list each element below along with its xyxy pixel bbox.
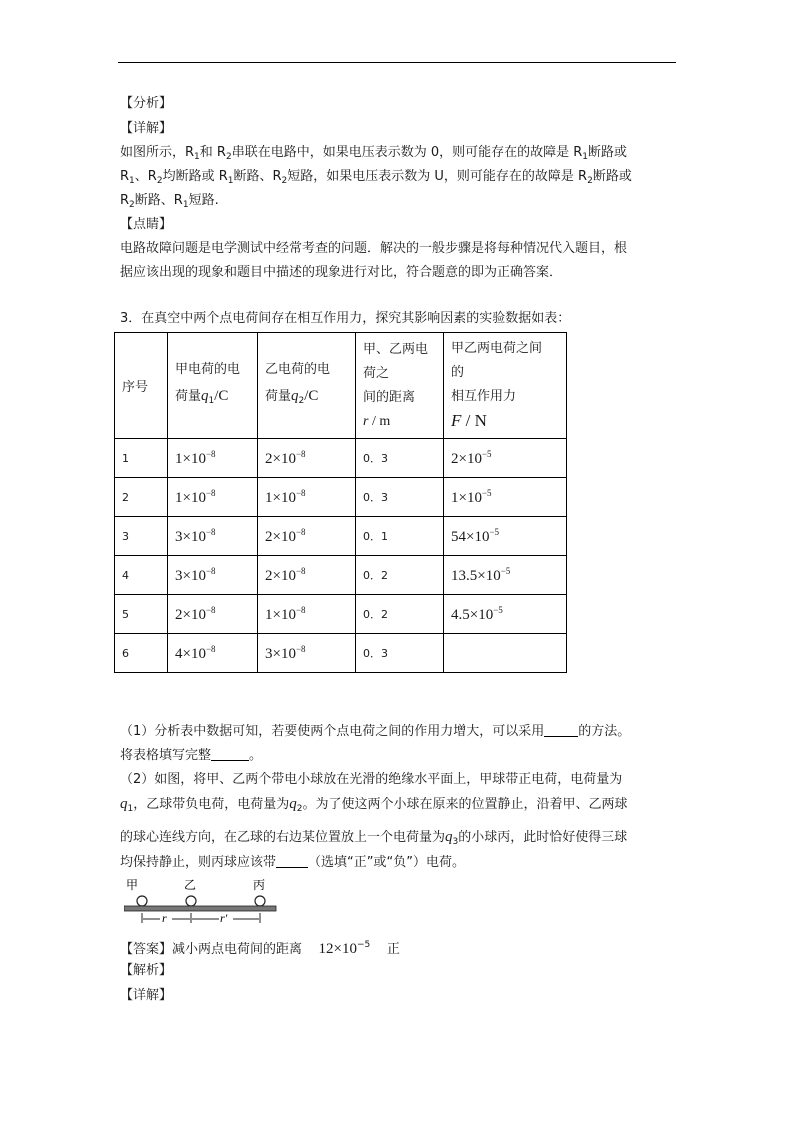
table-row xyxy=(115,634,567,673)
row-distance: 0．3 xyxy=(356,439,444,478)
sub-question-1: （1）分析表中数据可知，若要使两个点电荷之间的作用力增大，可以采用 的方法。 xyxy=(120,724,631,739)
ball-yi xyxy=(186,896,196,906)
label-jia: 甲 xyxy=(126,878,139,892)
row-index: 6 xyxy=(115,634,168,673)
row-index: 3 xyxy=(115,517,168,556)
header-q1: 甲电荷的电 荷量$q_1/C$ xyxy=(168,333,258,439)
row-distance: 0．3 xyxy=(356,634,444,673)
row-force: $1\times 10^{-5}$ xyxy=(444,478,567,517)
row-q1: $3\times 10^{-8}$ xyxy=(168,517,258,556)
row-q2: $2\times 10^{-8}$ xyxy=(258,517,356,556)
row-distance: 0．1 xyxy=(356,517,444,556)
header-q2: 乙电荷的电 荷量$q_2/C$ xyxy=(258,333,356,439)
row-q2: $2\times 10^{-8}$ xyxy=(258,439,356,478)
sub-question-2-line-2: $q_1$，乙球带负电荷，电荷量为$q_2$。为了使这两个小球在原来的位置静止，沿着甲、乙两球 xyxy=(120,796,628,814)
label-r: r xyxy=(162,911,167,925)
insulating-plane xyxy=(124,906,276,911)
row-force: $54\times 10^{-5}$ xyxy=(444,517,567,556)
answer-blank-2 xyxy=(211,747,249,761)
answer-line: 【答案】减小两点电荷间的距离 $12\times 10^{-5}$ 正 xyxy=(120,940,400,957)
table-row xyxy=(115,517,567,556)
row-q1: $4\times 10^{-8}$ xyxy=(168,634,258,673)
row-index: 1 xyxy=(115,439,168,478)
table-row xyxy=(115,478,567,517)
header-index: 序号 xyxy=(115,333,168,439)
sub-question-2-line-4: 均保持静止，则丙球应该带 （选填“正”或“负”）电荷。 xyxy=(120,855,465,870)
table-header-row xyxy=(115,333,567,439)
row-q1: $2\times 10^{-8}$ xyxy=(168,595,258,634)
comment-line-2: 据应该出现的现象和题目中描述的现象进行对比，符合题意的即为正确答案． xyxy=(120,265,563,280)
row-q2: $1\times 10^{-8}$ xyxy=(258,595,356,634)
row-index: 4 xyxy=(115,556,168,595)
label-r-prime: r′ xyxy=(220,911,228,925)
table-row xyxy=(115,595,567,634)
charged-balls-figure xyxy=(124,877,280,927)
row-force: $2\times 10^{-5}$ xyxy=(444,439,567,478)
table-row xyxy=(115,556,567,595)
analysis-heading: 【分析】 xyxy=(120,96,173,111)
analysis-heading-2: 【解析】 xyxy=(120,963,173,978)
row-force: $13.5\times 10^{-5}$ xyxy=(444,556,567,595)
sub-question-1b: 将表格填写完整 。 xyxy=(120,748,263,763)
sub-question-2-line-1: （2）如图，将甲、乙两个带电小球放在光滑的绝缘水平面上，甲球带正电荷，电荷量为 xyxy=(120,772,623,787)
answer-blank-3 xyxy=(276,854,308,868)
detail-line-1: 如图所示，$R_1$和 $R_2$串联在电路中，如果电压表示数为 0，则可能存在的故障是 $R_1$断路或 xyxy=(120,145,628,162)
row-force: $4.5\times 10^{-5}$ xyxy=(444,595,567,634)
row-distance: 0．2 xyxy=(356,556,444,595)
row-q2: $1\times 10^{-8}$ xyxy=(258,478,356,517)
detail-heading: 【详解】 xyxy=(120,121,173,136)
ball-bing xyxy=(255,896,265,906)
detail-line-2: $R_1$、$R_2$均断路或 $R_1$断路、$R_2$短路，如果电压表示数为 U，则可能存在的故障是 $R_2$断路或 xyxy=(120,169,632,186)
table-row xyxy=(115,439,567,478)
row-distance: 0．2 xyxy=(356,595,444,634)
header-distance: 甲、乙两电 荷之 间的距离 r / m xyxy=(356,333,444,439)
sub-question-2-line-3: 的球心连线方向，在乙球的右边某位置放上一个电荷量为$q_3$的小球丙，此时恰好使得三球 xyxy=(120,829,628,847)
comment-line-1: 电路故障问题是电学测试中经常考查的问题．解决的一般步骤是将每种情况代入题目，根 xyxy=(120,241,628,256)
row-q2: $2\times 10^{-8}$ xyxy=(258,556,356,595)
detail-heading-2: 【详解】 xyxy=(120,988,173,1003)
row-distance: 0．3 xyxy=(356,478,444,517)
experiment-table xyxy=(114,332,567,673)
row-index: 5 xyxy=(115,595,168,634)
row-q2: $3\times 10^{-8}$ xyxy=(258,634,356,673)
row-q1: $1\times 10^{-8}$ xyxy=(168,478,258,517)
row-index: 2 xyxy=(115,478,168,517)
row-q1: $1\times 10^{-8}$ xyxy=(168,439,258,478)
ball-jia xyxy=(137,896,147,906)
detail-line-3: $R_2$断路、$R_1$短路. xyxy=(120,193,219,210)
header-rule xyxy=(118,62,676,63)
question-title: 3．在真空中两个点电荷间存在相互作用力，探究其影响因素的实验数据如表： xyxy=(120,311,571,326)
label-yi: 乙 xyxy=(184,878,197,892)
row-force-empty xyxy=(444,634,567,673)
label-bing: 丙 xyxy=(253,878,266,892)
row-q1: $3\times 10^{-8}$ xyxy=(168,556,258,595)
header-force: 甲乙两电荷之间 的 相互作用力 F / N xyxy=(444,333,567,439)
answer-blank-1 xyxy=(544,723,578,737)
comment-heading: 【点睛】 xyxy=(120,217,173,232)
